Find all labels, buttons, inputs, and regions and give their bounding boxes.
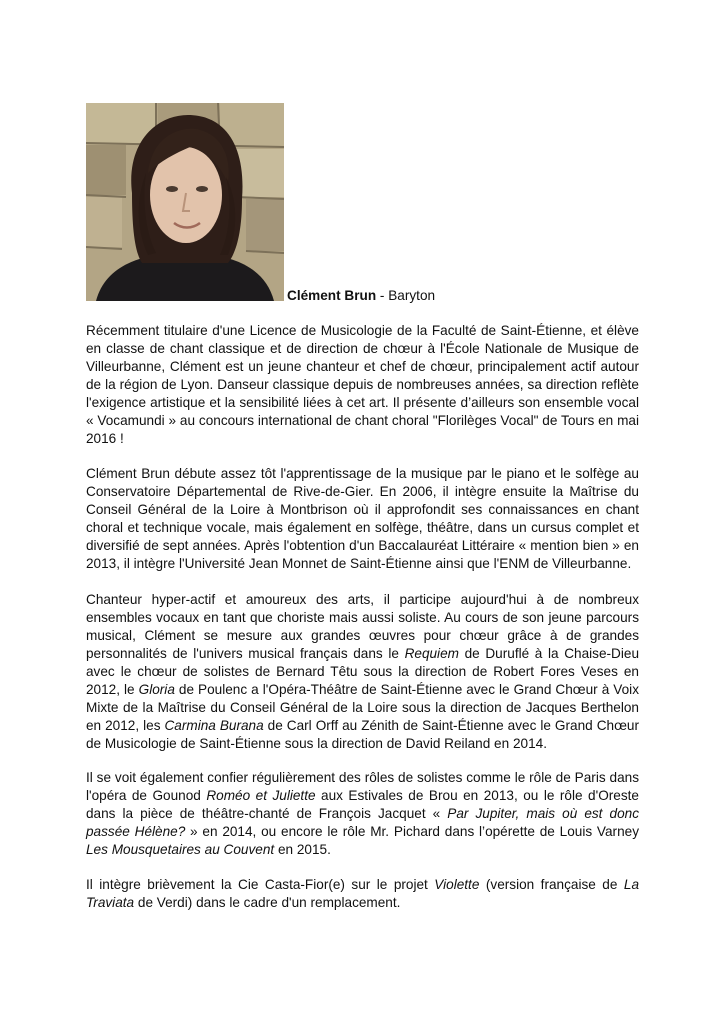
text-run: Il se voit également confier régulièrement des rôles de solistes comme le rôle de Paris dans l'opéra de Gounod [86, 770, 639, 803]
paragraph-text [86, 769, 639, 859]
paragraph-3 [86, 591, 639, 753]
text-run: (version française de [479, 877, 624, 892]
paragraph-1 [86, 322, 639, 448]
text-run: de Duruflé à la Chaise-Dieu avec le chœur de solistes de Bernard Têtu sous la direction de Robert Fores Veses en 2012, le [86, 646, 639, 697]
paragraph-text [86, 322, 639, 448]
text-run: de Verdi) dans le cadre d'un remplacement. [134, 895, 401, 910]
italic-title: Les Mousquetaires au Couvent [86, 842, 275, 857]
caption-role: Baryton [388, 288, 436, 303]
portrait-photo [86, 103, 284, 301]
italic-title: Gloria [138, 682, 175, 697]
photo-caption [287, 287, 435, 304]
text-run: Récemment titulaire d'une Licence de Musicologie de la Faculté de Saint-Étienne, et élève en classe de chant classique et de direction de chœur à l'École Nationale de Musique de Villeurbanne, Clément est un jeune chanteur et chef de chœur, principalement actif autour de la région de Lyon. Danseur classique depuis de nombreuses années, sa direction reflète l'exigence artistique et la sensibilité liées à cet art. Il présente d’ailleurs son ensemble vocal « Vocamundi » au concours international de chant choral "Florilèges Vocal" de Tours en mai 2016 ! [86, 323, 639, 446]
paragraph-2 [86, 465, 639, 573]
text-run: de Carl Orff au Zénith de Saint-Étienne avec le Grand Chœur de Musicologie de Saint-Étienne sous la direction de David Reiland en 2014. [86, 718, 639, 751]
italic-title: Roméo et Juliette [206, 788, 316, 803]
text-run: de Poulenc a l'Opéra-Théâtre de Saint-Étienne avec le Grand Chœur à Voix Mixte de la Maîtrise du Conseil Général de la Loire sous la direction de Jacques Berthelon en 2012, les [86, 682, 639, 733]
text-run: Il intègre brièvement la Cie Casta-Fior(e) sur le projet [86, 877, 435, 892]
italic-title: La Traviata [86, 877, 640, 910]
text-run: » en 2014, ou encore le rôle Mr. Pichard dans l’opérette de Louis Varney [185, 824, 639, 839]
italic-title: Carmina Burana [164, 718, 264, 733]
text-run: aux Estivales de Brou en 2013, ou le rôle d'Oreste dans la pièce de théâtre-chanté de François Jacquet « [86, 788, 639, 821]
paragraph-text [86, 876, 639, 912]
caption-name: Clément Brun [287, 288, 377, 303]
paragraph-5 [86, 876, 639, 912]
paragraph-4 [86, 769, 639, 859]
italic-title: Violette [434, 877, 480, 892]
portrait-image [86, 103, 284, 301]
paragraph-text [86, 465, 639, 573]
italic-title: Par Jupiter, mais où est donc passée Hélène? [86, 806, 639, 839]
paragraph-text [86, 591, 639, 753]
text-run: en 2015. [274, 842, 331, 857]
caption-separator: - [376, 288, 389, 303]
text-run: Clément Brun débute assez tôt l'apprentissage de la musique par le piano et le solfège au Conservatoire Départemental de Rive-de-Gier. En 2006, il intègre ensuite la Maîtrise du Conseil Général de la Loire à Montbrison où il approfondit ses connaissances en chant choral et technique vocale, mais également en solfège, théâtre, dans un cursus complet et diversifié de sept années. Après l'obtention d'un Baccalauréat Littéraire « mention bien » en 2013, il intègre l'Université Jean Monnet de Saint-Étienne ainsi que l'ENM de Villeurbanne. [86, 466, 639, 571]
italic-title: Requiem [404, 646, 459, 661]
text-run: Chanteur hyper-actif et amoureux des arts, il participe aujourd'hui à de nombreux ensembles vocaux en tant que choriste mais aussi soliste. Au cours de son jeune parcours musical, Clément se mesure aux grandes œuvres pour chœur grâce à de grandes personnalités de l'univers musical français dans le [86, 592, 639, 661]
